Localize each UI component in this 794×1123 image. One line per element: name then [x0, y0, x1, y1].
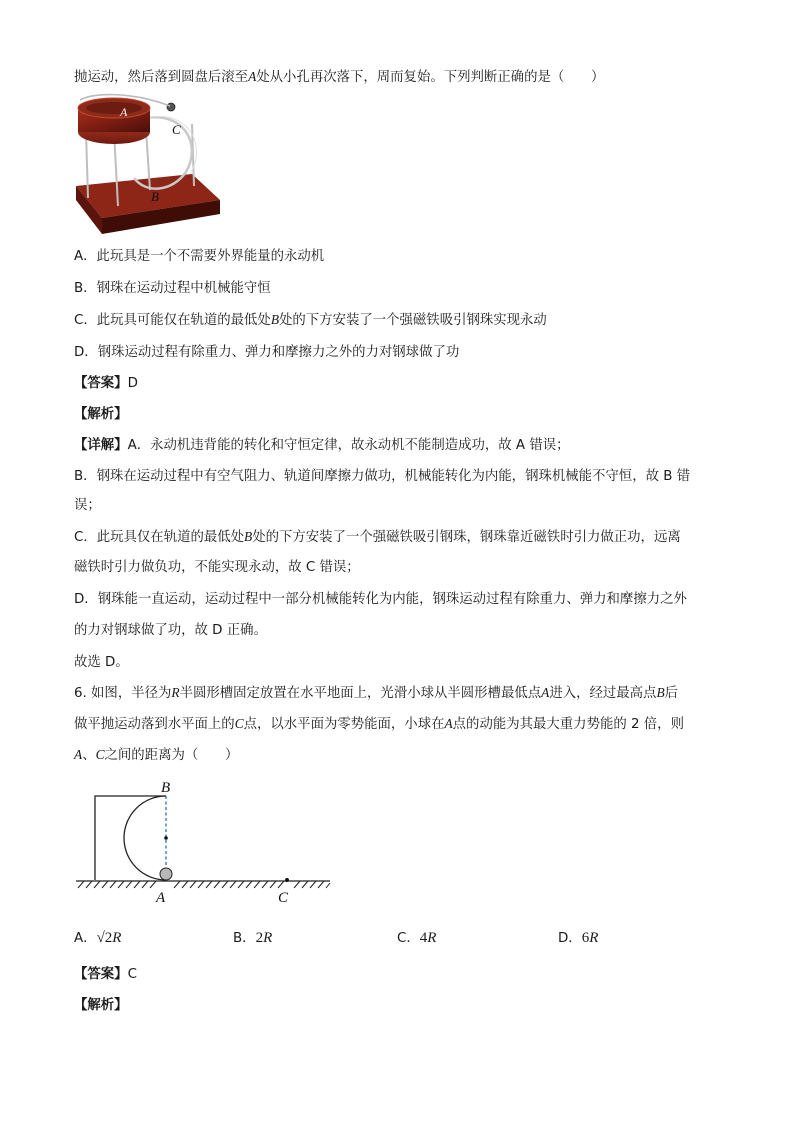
- q6-stem-line-1: 6. 如图，半径为R半圆形槽固定放置在水平地面上，光滑小球从半圆形槽最低点A进入，经过最高点B后: [74, 685, 679, 701]
- q5-option-d: D．钢珠运动过程有除重力、弹力和摩擦力之外的力对钢球做了功: [74, 345, 460, 360]
- q5-detail-line-6: D．钢珠能一直运动，运动过程中一部分机械能转化为内能，钢珠运动过程有除重力、弹力和摩擦力之外: [74, 592, 687, 607]
- q5-detail-line-2: B．钢珠在运动过程中有空气阻力、轨道间摩擦力做功，机械能转化为内能，钢珠机械能不守恒，故 B 错: [74, 469, 691, 484]
- semicircle-groove: [124, 796, 166, 880]
- ground-hatching: [78, 881, 330, 888]
- q5-option-b: B．钢珠在运动过程中机械能守恒: [74, 281, 271, 296]
- q6-stem-line-3: A、C之间的距离为（ ）: [74, 747, 239, 763]
- answer-tag: 【答案】: [74, 967, 128, 982]
- q5-detail-line-3: 误；: [74, 498, 101, 513]
- q5-option-a: A．此玩具是一个不需要外界能量的永动机: [74, 249, 325, 264]
- q5-stem-line: [74, 66, 604, 85]
- q5-stem-text: 抛运动，然后落到圆盘后滚至: [74, 70, 249, 85]
- label-C: C: [172, 122, 181, 137]
- q5-detail-line-8: 故选 D。: [74, 655, 129, 670]
- q6-answer: [74, 963, 137, 982]
- q6-option-c: C．4R: [397, 930, 437, 946]
- label-C: C: [278, 890, 289, 906]
- label-B: B: [161, 780, 171, 796]
- q5-detail-line-4: C．此玩具仅在轨道的最低处B处的下方安装了一个强磁铁吸引钢珠，钢珠靠近磁铁时引力做正功，远离: [74, 529, 681, 545]
- q6-option-d: D．6R: [558, 930, 599, 946]
- q5-stem-text-2: 处从小孔再次落下，周而复始。下列判断正确的是（ ）: [256, 70, 605, 85]
- q6-analysis-tag: 【解析】: [74, 998, 128, 1013]
- answer-value: D: [127, 376, 138, 391]
- label-A: A: [120, 105, 128, 119]
- groove-block: [95, 796, 166, 880]
- detail-tag: 【详解】: [74, 438, 128, 453]
- q5-analysis-tag: 【解析】: [74, 407, 128, 422]
- label-B: B: [151, 189, 159, 204]
- q5-stem-point: A: [248, 69, 257, 84]
- answer-value: C: [127, 967, 137, 982]
- q6-stem-line-2: 做平抛运动落到水平面上的C点，以水平面为零势能面，小球在A点的动能为其最大重力势能的 2 倍，则: [74, 716, 684, 732]
- label-A: A: [156, 890, 166, 906]
- q6-option-b: B．2R: [233, 930, 273, 946]
- point-C: [285, 878, 289, 882]
- q5-detail-line-1: 【详解】A．永动机违背能的转化和守恒定律，故永动机不能制造成功，故 A 错误；: [74, 438, 570, 453]
- steel-ball: [167, 103, 175, 111]
- q5-detail-line-5: 磁铁时引力做负功，不能实现永动，故 C 错误；: [74, 560, 360, 575]
- q5-option-c: C．此玩具可能仅在轨道的最低处B处的下方安装了一个强磁铁吸引钢珠实现永动: [74, 312, 547, 328]
- center-point: [164, 836, 168, 840]
- small-ball: [160, 868, 172, 880]
- q6-option-a: A．√2R: [74, 930, 122, 946]
- q5-detail-line-7: 的力对钢球做了功，故 D 正确。: [74, 623, 267, 638]
- answer-tag: 【答案】: [74, 376, 128, 391]
- q5-toy-figure: [74, 94, 224, 240]
- q5-answer: [74, 372, 138, 391]
- q6-groove-figure: [72, 776, 334, 906]
